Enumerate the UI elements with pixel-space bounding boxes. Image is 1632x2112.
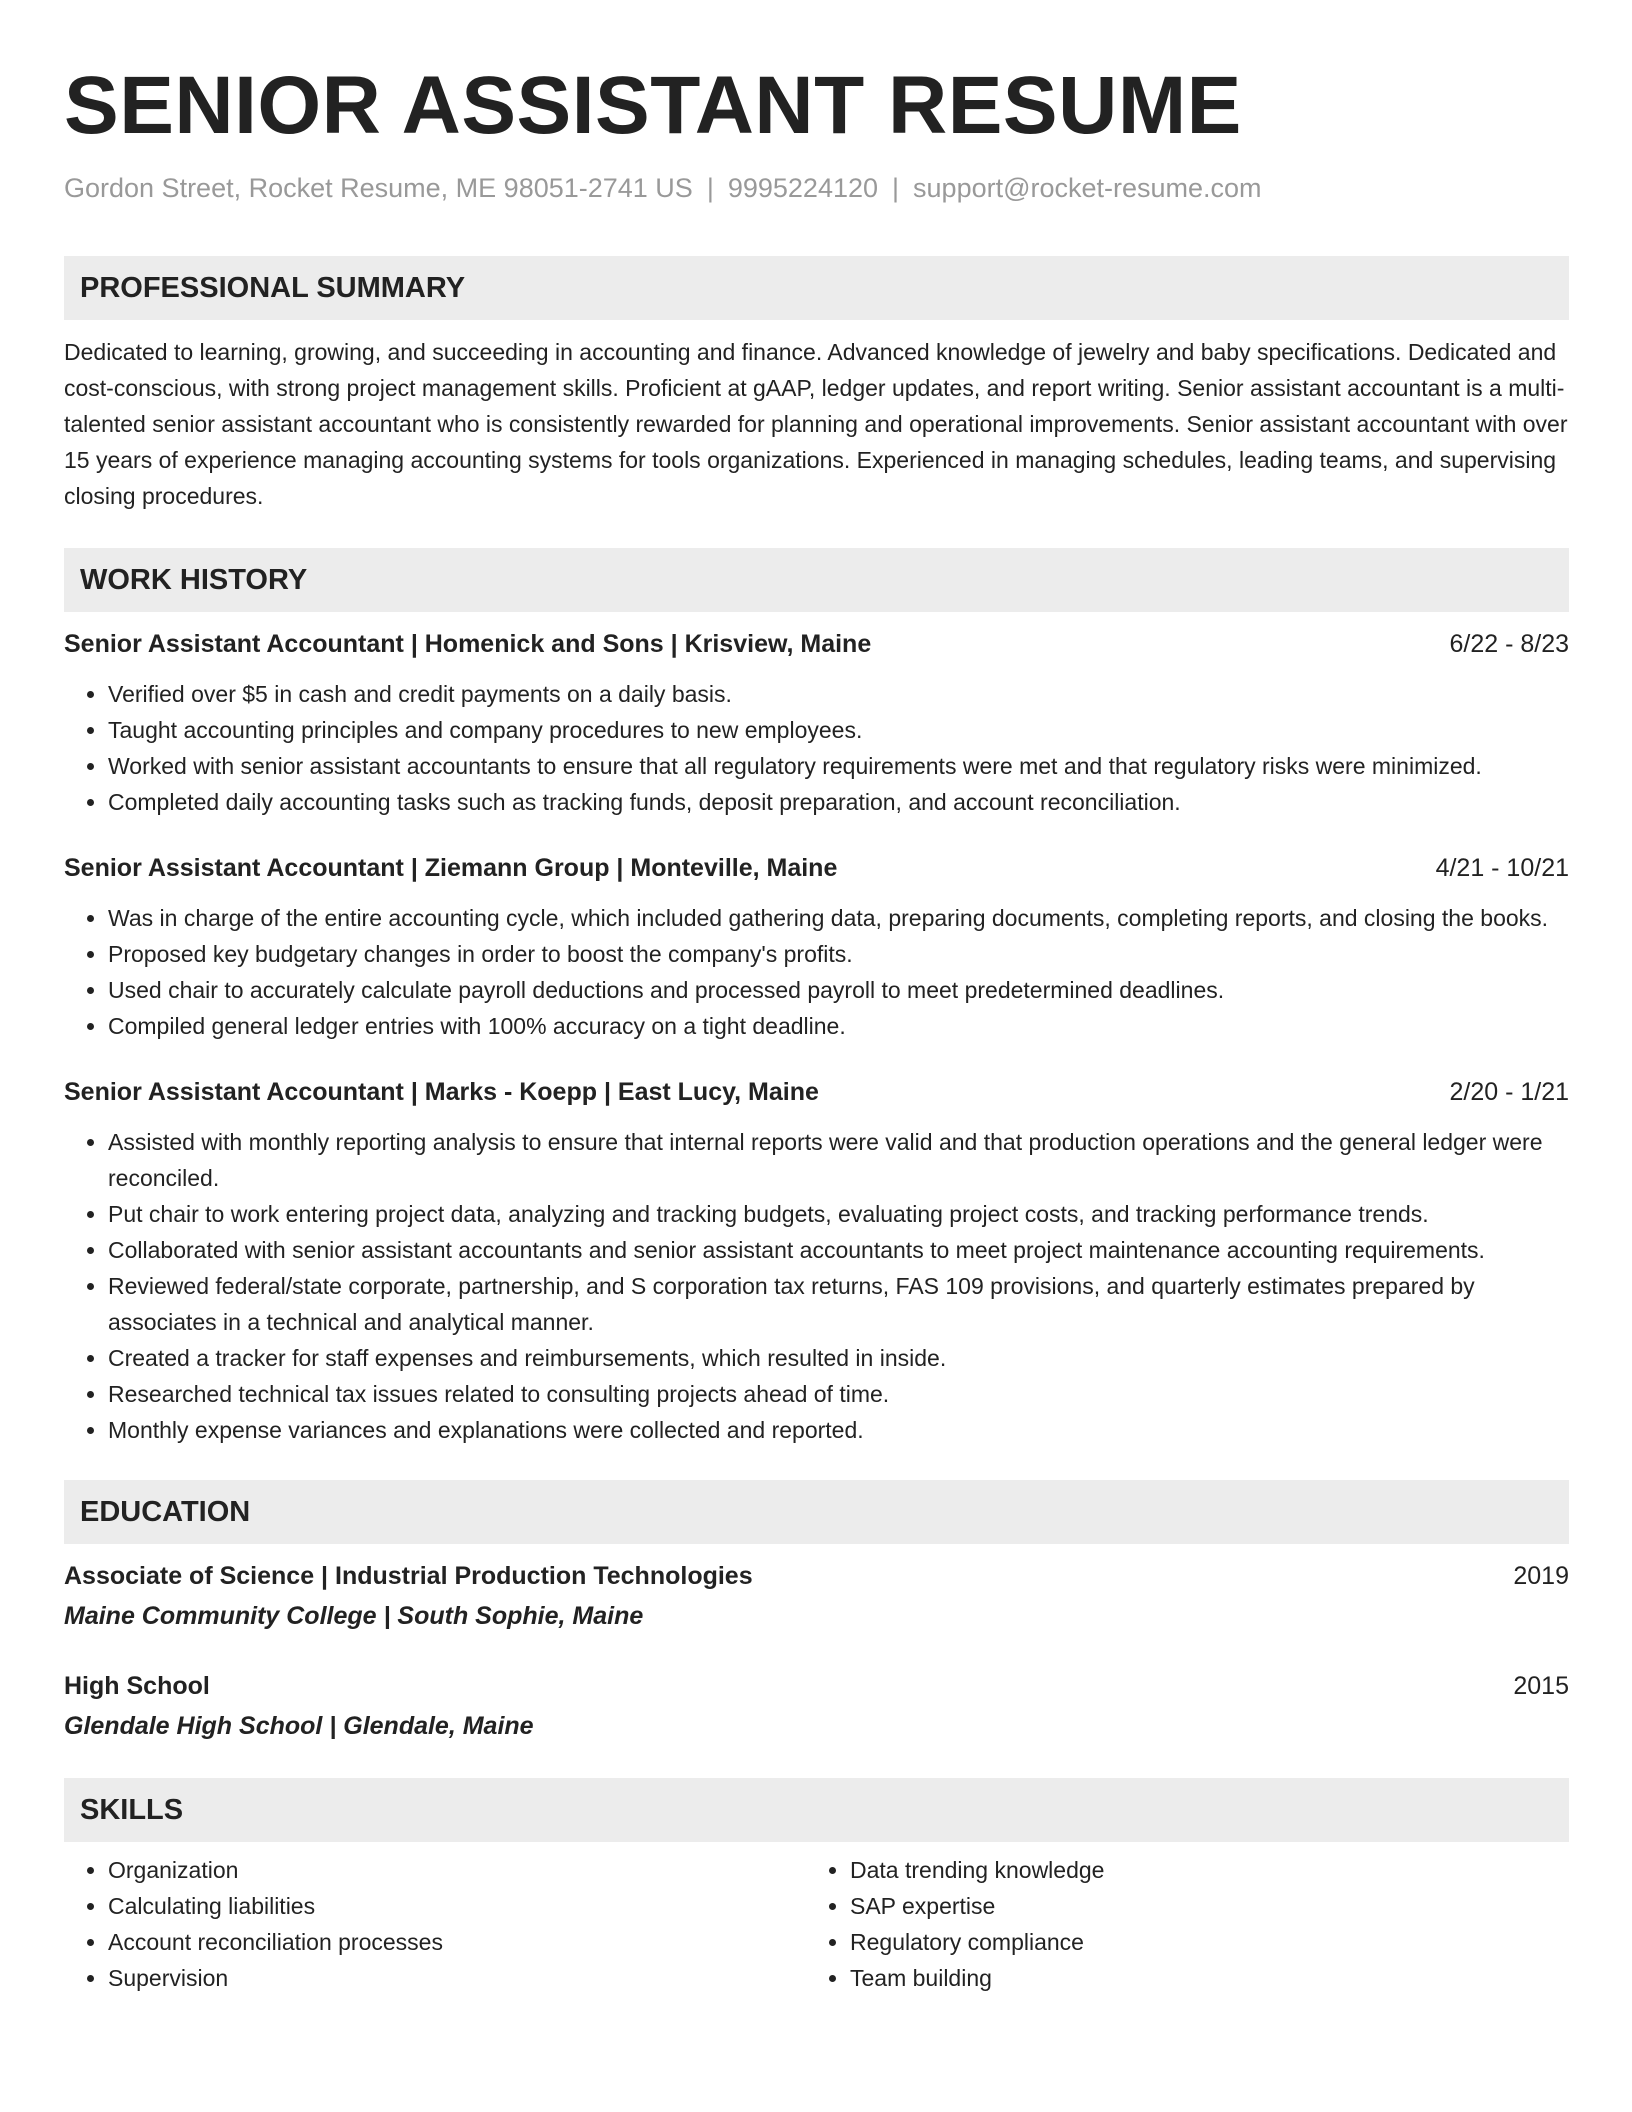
job-title: Senior Assistant Accountant | Ziemann Group | Monteville, Maine	[64, 854, 838, 882]
education-year: 2015	[1513, 1672, 1569, 1700]
job-bullet: • Compiled general ledger entries with 100% accuracy on a tight deadline.	[108, 1008, 1569, 1044]
education-degree: Associate of Science | Industrial Production Technologies	[64, 1562, 753, 1590]
job-dates: 2/20 - 1/21	[1449, 1078, 1569, 1106]
section-heading-summary: PROFESSIONAL SUMMARY	[64, 256, 1569, 320]
job-entry	[64, 850, 1569, 1044]
job-bullets	[64, 676, 1569, 820]
section-heading-education: EDUCATION	[64, 1480, 1569, 1544]
education-entry	[64, 1558, 1569, 1634]
skill-item: • Organization	[108, 1852, 806, 1888]
skill-item: • Regulatory compliance	[850, 1924, 1548, 1960]
contact-separator: |	[892, 173, 900, 203]
resume-title: SENIOR ASSISTANT RESUME	[64, 60, 1242, 151]
education-entry	[64, 1668, 1569, 1744]
job-bullet: • Proposed key budgetary changes in order to boost the company's profits.	[108, 936, 1569, 972]
job-entry	[64, 1074, 1569, 1448]
job-header	[64, 1074, 1569, 1110]
job-bullet: • Researched technical tax issues related to consulting projects ahead of time.	[108, 1376, 1569, 1412]
education-degree: High School	[64, 1672, 210, 1700]
summary-text: Dedicated to learning, growing, and succeeding in accounting and finance. Advanced knowledge of jewelry and baby specifications. Dedicated and cost-conscious, with strong project management skills. Proficient at gAAP, ledger updates, and report writing. Senior assistant accountant is a multi-talented senior assistant accountant who is consistently rewarded for planning and operational improvements. Senior assistant accountant with over 15 years of experience managing accounting systems for tools organizations. Experienced in managing schedules, leading teams, and supervising closing procedures.	[64, 339, 1568, 509]
job-bullet: • Reviewed federal/state corporate, partnership, and S corporation tax returns, FAS 109 provisions, and quarterly estimates prepared by associates in a technical and analytical manner.	[108, 1268, 1569, 1340]
job-bullet: • Put chair to work entering project data, analyzing and tracking budgets, evaluating project costs, and tracking performance trends.	[108, 1196, 1569, 1232]
skills-column-left	[64, 1852, 806, 1996]
contact-separator: |	[706, 173, 714, 203]
job-bullet: • Collaborated with senior assistant accountants and senior assistant accountants to meet project maintenance accounting requirements.	[108, 1232, 1569, 1268]
skill-item: • Supervision	[108, 1960, 806, 1996]
job-dates: 6/22 - 8/23	[1449, 630, 1569, 658]
job-entry	[64, 626, 1569, 820]
skill-item: • SAP expertise	[850, 1888, 1548, 1924]
job-title: Senior Assistant Accountant | Homenick and Sons | Krisview, Maine	[64, 630, 872, 658]
education-header	[64, 1558, 1569, 1594]
job-header	[64, 850, 1569, 886]
job-bullet: • Used chair to accurately calculate payroll deductions and processed payroll to meet predetermined deadlines.	[108, 972, 1569, 1008]
job-bullet: • Assisted with monthly reporting analysis to ensure that internal reports were valid and that production operations and the general ledger were reconciled.	[108, 1124, 1569, 1196]
contact-phone: 9995224120	[727, 173, 879, 203]
job-bullet: • Created a tracker for staff expenses and reimbursements, which resulted in inside.	[108, 1340, 1569, 1376]
education-school: Maine Community College | South Sophie, Maine	[64, 1602, 644, 1630]
education-header	[64, 1668, 1569, 1704]
job-bullet: • Monthly expense variances and explanations were collected and reported.	[108, 1412, 1569, 1448]
skill-item: • Data trending knowledge	[850, 1852, 1548, 1888]
resume-page	[64, 0, 1569, 1996]
job-bullet: • Taught accounting principles and company procedures to new employees.	[108, 712, 1569, 748]
section-heading-work-history: WORK HISTORY	[64, 548, 1569, 612]
contact-line	[64, 170, 1569, 206]
job-bullet: • Verified over $5 in cash and credit payments on a daily basis.	[108, 676, 1569, 712]
section-heading-skills: SKILLS	[64, 1778, 1569, 1842]
education-school: Glendale High School | Glendale, Maine	[64, 1712, 534, 1740]
skills-column-right	[806, 1852, 1548, 1996]
job-dates: 4/21 - 10/21	[1435, 854, 1569, 882]
education-year: 2019	[1513, 1562, 1569, 1590]
skills-grid	[64, 1842, 1569, 1996]
job-title: Senior Assistant Accountant | Marks - Koepp | East Lucy, Maine	[64, 1078, 819, 1106]
job-bullets	[64, 900, 1569, 1044]
skill-item: • Account reconciliation processes	[108, 1924, 806, 1960]
contact-address: Gordon Street, Rocket Resume, ME 98051-2741 US	[64, 173, 693, 203]
job-bullet: • Was in charge of the entire accounting cycle, which included gathering data, preparing documents, completing reports, and closing the books.	[108, 900, 1569, 936]
job-bullet: • Completed daily accounting tasks such as tracking funds, deposit preparation, and account reconciliation.	[108, 784, 1569, 820]
job-bullets	[64, 1124, 1569, 1448]
contact-email: support@rocket-resume.com	[913, 173, 1262, 203]
skill-item: • Calculating liabilities	[108, 1888, 806, 1924]
skill-item: • Team building	[850, 1960, 1548, 1996]
job-bullet: • Worked with senior assistant accountants to ensure that all regulatory requirements were met and that regulatory risks were minimized.	[108, 748, 1569, 784]
job-header	[64, 626, 1569, 662]
